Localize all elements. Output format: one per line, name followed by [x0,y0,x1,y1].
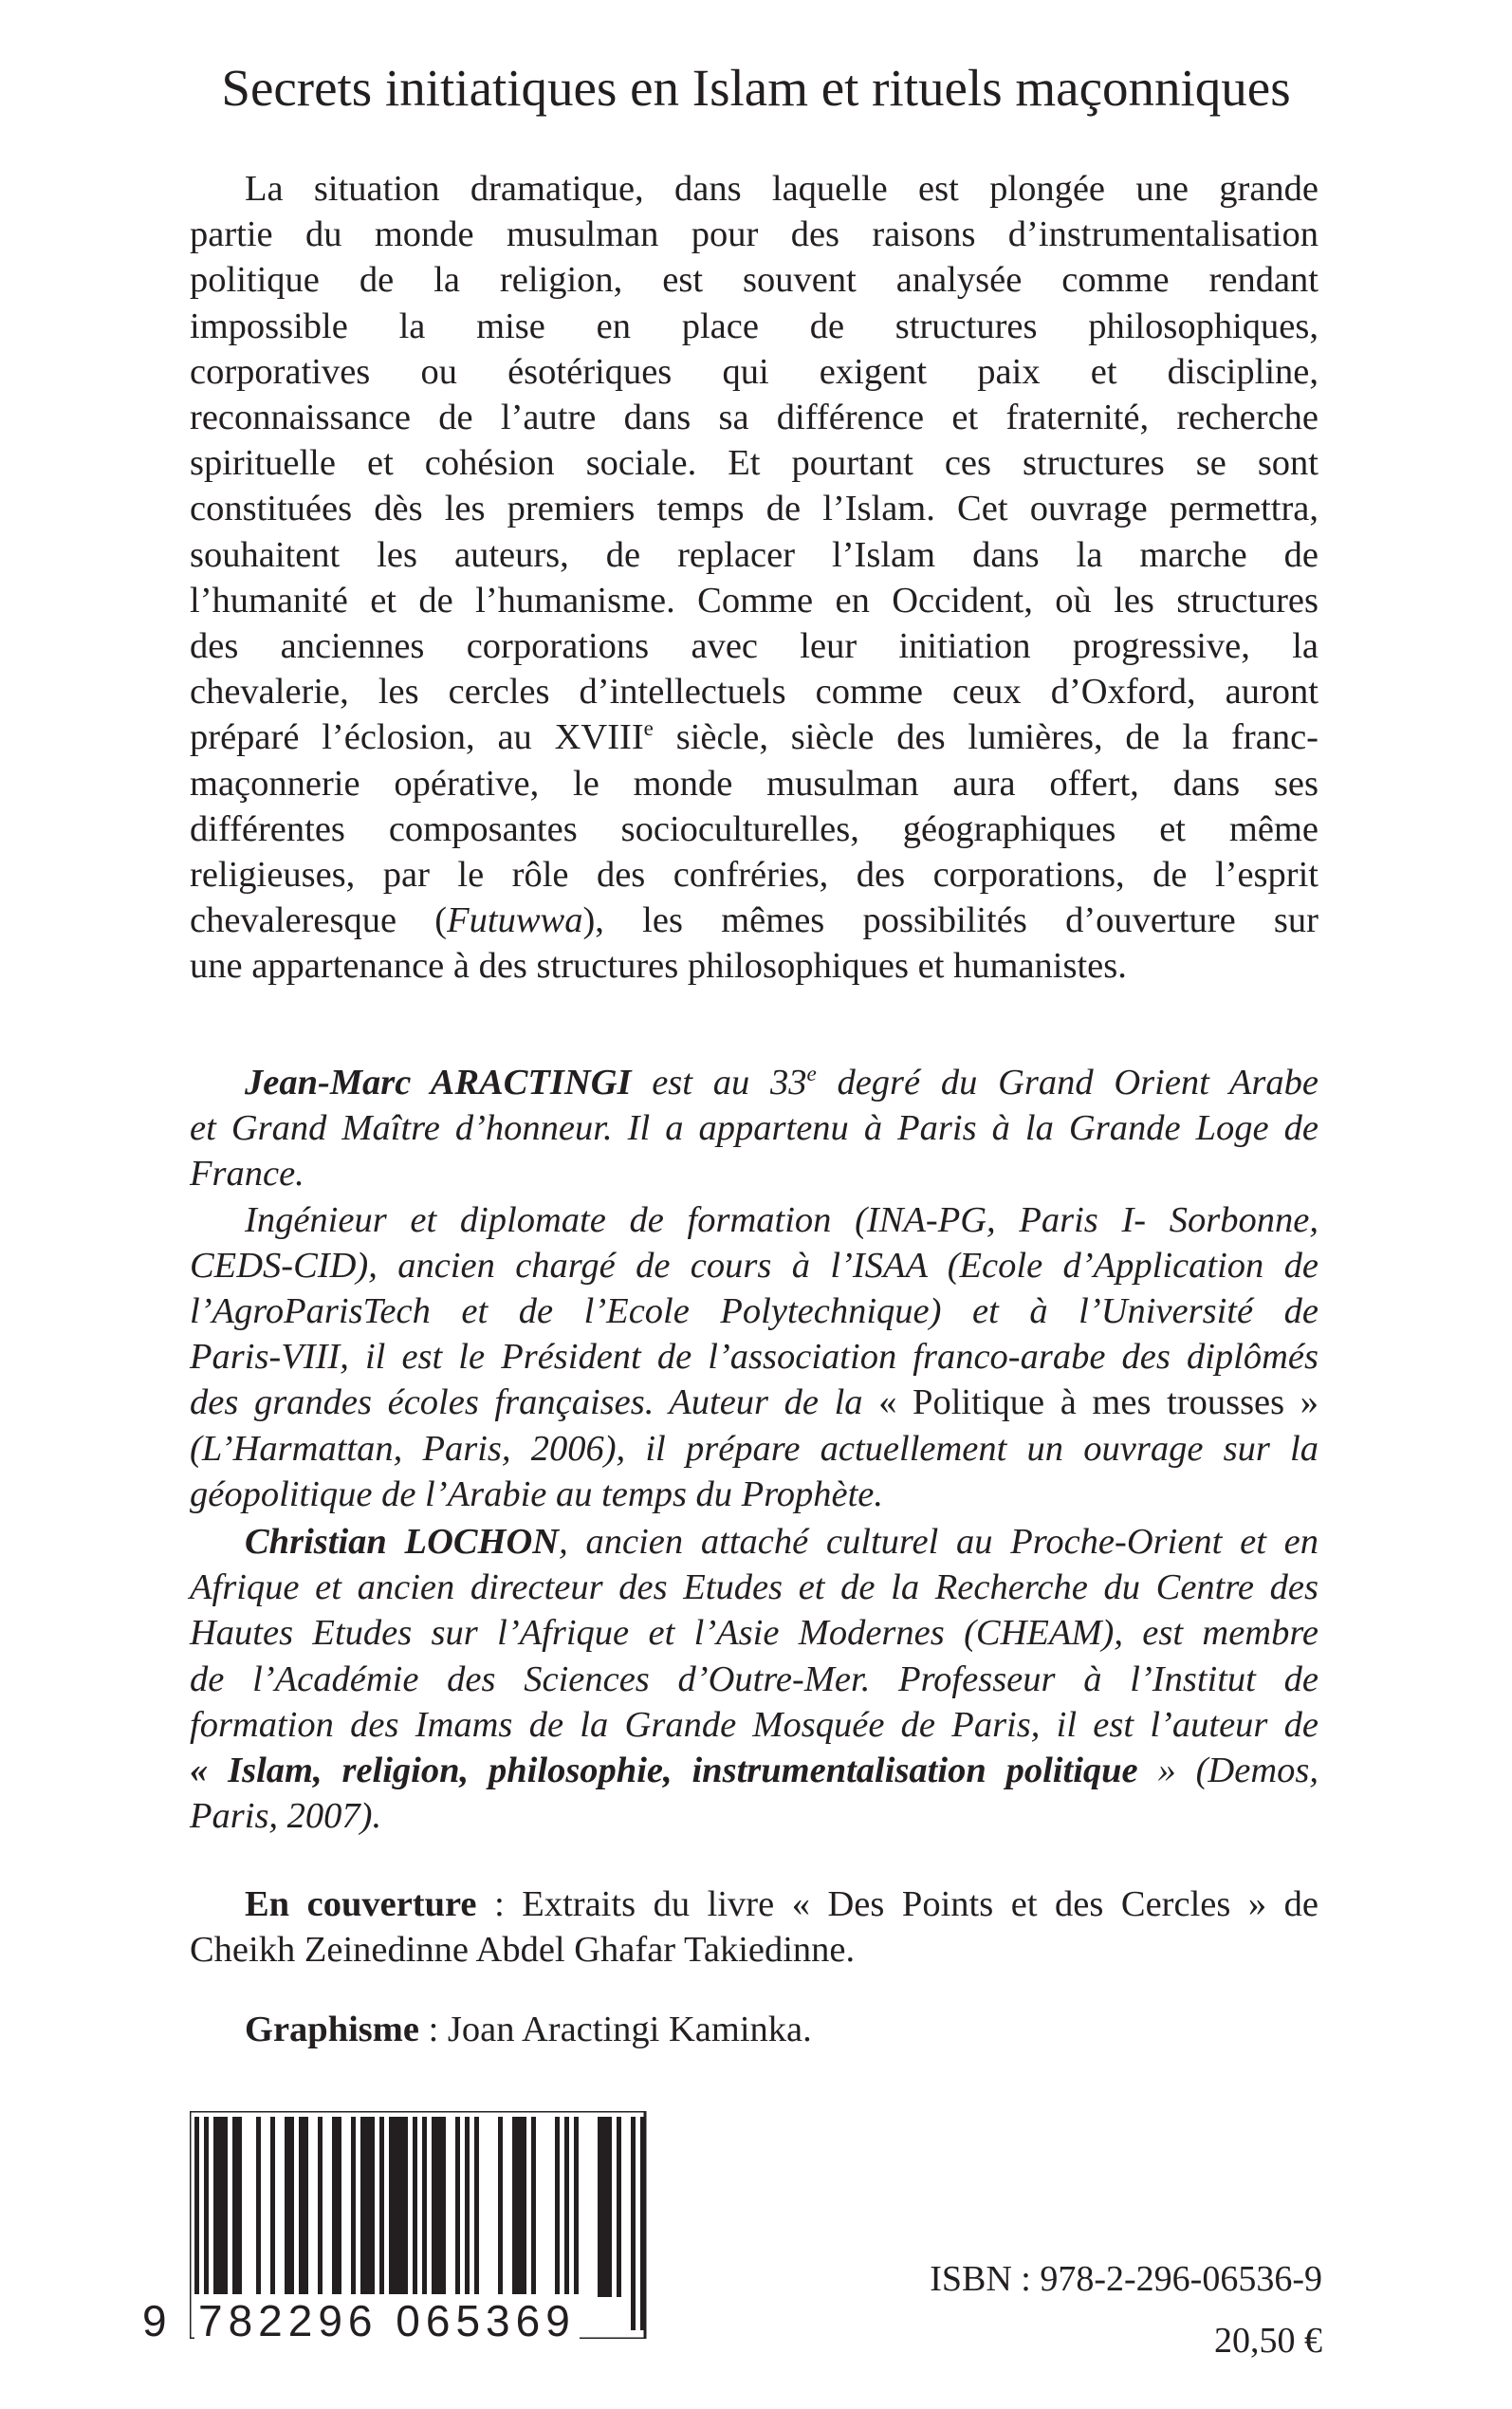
barcode-bar [351,2117,356,2297]
summary-text: préparé l’éclosion, au XVIII [190,717,644,758]
author-bio-aractingi [190,1060,1318,1517]
barcode-bar [256,2117,261,2297]
bio-line: géopolitique de l’Arabie au temps du Prophète. [190,1473,883,1514]
bio-line: France. [190,1154,304,1195]
barcode-bar [436,2117,441,2297]
summary-line: des anciennes corporations avec leur initiation progressive, la [190,626,1318,667]
barcode-bar [564,2117,569,2297]
barcode-bar [531,2117,536,2297]
barcode-bar [237,2117,242,2297]
summary-line: reconnaissance de l’autre dans sa différence et fraternité, recherche [190,398,1318,438]
price: 20,50 € [1214,2321,1322,2361]
barcode-bar [218,2117,223,2297]
design-credit [190,2007,1318,2052]
barcode-bar [602,2117,607,2297]
author-name: Christian LOCHON [245,1522,560,1562]
barcode-bar [232,2117,237,2297]
barcode-bar [403,2117,408,2297]
credit-paragraph [190,1881,1318,1973]
barcode-bar [398,2117,403,2297]
bio-text: des grandes écoles françaises. Auteur de la [190,1382,879,1423]
barcode-bar [318,2117,323,2297]
summary-text: siècle, siècle des lumières, de la franc- [653,717,1318,758]
author-name: Jean-Marc ARACTINGI [245,1063,632,1103]
bio-text: est au 33 [631,1063,807,1103]
barcode-bar [441,2117,446,2297]
summary-line: spirituelle et cohésion sociale. Et pourtant ces structures se sont [190,443,1318,484]
bio-line: Afrique et ancien directeur des Etudes et de la Recherche du Centre des [190,1567,1318,1608]
summary-line: souhaitent les auteurs, de replacer l’Islam dans la marche de [190,534,1318,575]
bio-line: Ingénieur et diplomate de formation (INA-PG, Paris I- Sorbonne, [245,1199,1318,1240]
bio-line: CEDS-CID), ancien chargé de cours à l’ISAA (Ecole d’Application de [190,1245,1318,1286]
barcode-bar [512,2117,517,2297]
barcode-bar [299,2117,304,2297]
summary-line: l’humanité et de l’humanisme. Comme en Occident, où les structures [190,580,1318,621]
barcode-bar [631,2117,636,2330]
cover-credit [190,1881,1318,1973]
summary-block [190,166,1318,990]
summary-line: maçonnerie opérative, le monde musulman aura offert, dans ses [190,763,1318,804]
superscript: e [643,715,654,741]
credit-line [190,2007,1318,2052]
credit-label: En couverture [245,1884,477,1924]
bio-line: Hautes Etudes sur l’Afrique et l’Asie Modernes (CHEAM), est membre [190,1613,1318,1654]
barcode-bar [370,2117,375,2297]
barcode-bar [332,2117,337,2297]
barcode-bar [574,2117,579,2297]
summary-line: partie du monde musulman pour des raisons d’instrumentalisation [190,214,1318,255]
bio-paragraph [190,1060,1318,1517]
summary-paragraph [190,166,1318,990]
bio-line: Paris-VIII, il est le Président de l’association franco-arabe des diplômés [190,1337,1318,1378]
barcode-bar [360,2117,365,2297]
book-reference: « Politique à mes trousses » [878,1382,1318,1423]
book-title: Secrets initiatiques en Islam et rituels maçonniques [221,59,1291,117]
barcode-bar [517,2117,522,2297]
barcode-bar [304,2117,308,2297]
barcode-bar [640,2117,645,2330]
barcode-bar [522,2117,526,2297]
summary-line: politique de la religion, est souvent analysée comme rendant [190,260,1318,301]
credit-paragraph [190,2007,1318,2052]
barcode-bar [337,2117,341,2297]
summary-text: ), les mêmes possibilités d’ouverture sur [582,900,1318,941]
bio-paragraph [190,1519,1318,1839]
barcode-bar [365,2117,370,2297]
summary-line: chevalerie, les cercles d’intellectuels comme ceux d’Oxford, auront [190,672,1318,713]
summary-line: une appartenance à des structures philosophiques et humanistes. [190,946,1127,987]
barcode-bar [617,2117,621,2297]
superscript: e [806,1061,817,1086]
barcode-bar [498,2117,503,2297]
book-reference: « Islam, religion, philosophie, instrumentalisation politique [190,1751,1138,1791]
bio-line [190,1060,1318,1105]
barcode-bar [432,2117,436,2297]
summary-line [190,714,1318,760]
summary-line [190,898,1318,943]
barcode-bar [555,2117,560,2297]
barcode-bar [465,2117,470,2297]
summary-line: corporatives ou ésotériques qui exigent paix et discipline, [190,351,1318,392]
bio-text: degré du Grand Orient Arabe [816,1063,1318,1103]
summary-line: religieuses, par le rôle des confréries, des corporations, de l’esprit [190,855,1318,896]
bio-line: (L’Harmattan, Paris, 2006), il prépare actuellement un ouvrage sur la [190,1428,1318,1469]
credit-text: : Extraits du livre « Des Points et des Cercles » de [476,1884,1319,1924]
barcode-bar [389,2117,394,2297]
bio-line [190,1748,1318,1793]
barcode-first-digit: 9 [142,2296,167,2345]
bio-line: l’AgroParisTech et de l’Ecole Polytechnique) et à l’Université de [190,1291,1318,1332]
summary-line: constituées dès les premiers temps de l’Islam. Cet ouvrage permettra, [190,489,1318,529]
author-bio-lochon [190,1519,1318,1839]
barcode-bar [213,2117,218,2297]
bio-text: , ancien attaché culturel au Proche-Orient et en [559,1522,1318,1562]
barcode-bar [394,2117,398,2297]
barcode-digits: 782296 065369 [194,2294,580,2347]
credit-label: Graphisme [245,2010,419,2049]
futuwwa-term: Futuwwa [447,900,583,941]
summary-line: La situation dramatique, dans laquelle est plongée une grande [245,169,1318,209]
summary-text: chevaleresque ( [190,900,448,941]
barcode-bar [285,2117,289,2297]
bio-line: et Grand Maître d’honneur. Il a appartenu à Paris à la Grande Loge de [190,1108,1318,1149]
barcode-bar [379,2117,384,2297]
barcode-bar [598,2117,602,2297]
summary-line: impossible la mise en place de structures philosophiques, [190,306,1318,346]
barcode-bar [607,2117,612,2297]
bio-line: de l’Académie des Sciences d’Outre-Mer. Professeur à l’Institut de [190,1659,1318,1699]
barcode-bar [455,2117,460,2297]
bio-line: formation des Imams de la Grande Mosquée de Paris, il est l’auteur de [190,1704,1318,1745]
bio-line: Paris, 2007). [190,1796,382,1837]
barcode-bar [474,2117,479,2297]
credit-line [190,1881,1318,1927]
summary-line: différentes composantes socioculturelles, géographiques et même [190,808,1318,849]
barcode-bar [270,2117,275,2297]
credit-text: : Joan Aractingi Kaminka. [418,2010,812,2049]
bio-line [190,1380,1318,1425]
barcode-bar [223,2117,228,2297]
bio-line [190,1519,1318,1565]
barcode-bar [289,2117,294,2297]
bio-text: » (Demos, [1137,1751,1318,1791]
credit-line: Cheikh Zeinedinne Abdel Ghafar Takiedinne. [190,1930,856,1971]
isbn: ISBN : 978-2-296-06536-9 [930,2259,1322,2299]
